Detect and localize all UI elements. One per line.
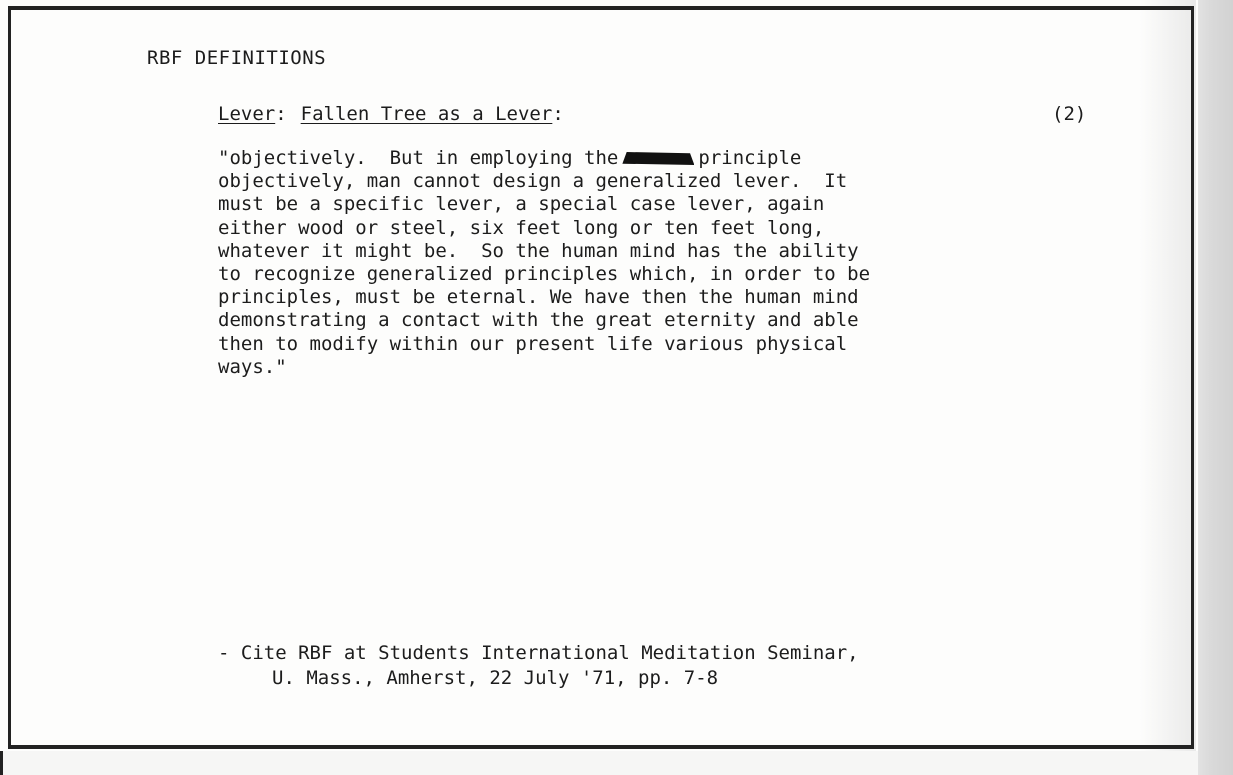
quote-line: then to modify within our present life various physical — [218, 332, 848, 355]
page-number: (2) — [1052, 103, 1087, 125]
quote-line: principles, must be eternal. We have then the human mind — [218, 286, 859, 309]
quote-line-end: principle — [698, 147, 802, 169]
citation-block — [218, 641, 859, 691]
entry-subtitle-colon: : — [552, 103, 564, 125]
citation-line-1: - Cite RBF at Students International Meditation Seminar, — [218, 642, 859, 664]
quote-line: ways." — [218, 355, 287, 378]
entry-title-line — [218, 103, 564, 125]
next-card-edge — [0, 751, 1200, 775]
document-header: RBF DEFINITIONS — [147, 47, 327, 69]
quote-block — [218, 147, 1038, 379]
entry-term-colon: : — [275, 103, 287, 125]
quote-line: whatever it might be. So the human mind has the ability — [218, 239, 859, 262]
quote-line — [218, 147, 1038, 170]
entry-term: Lever — [218, 103, 276, 125]
quote-line-start: "objectively. But in employing the — [218, 147, 619, 169]
citation-line-2: U. Mass., Amherst, 22 July '71, pp. 7-8 — [272, 667, 719, 689]
quote-line: must be a specific lever, a special case lever, again — [218, 193, 825, 216]
quote-line: to recognize generalized principles which, in order to be — [218, 263, 871, 286]
scan-margin-shadow — [1198, 0, 1233, 775]
quote-line: either wood or steel, six feet long or ten feet long, — [218, 216, 825, 239]
redaction-mark — [622, 152, 694, 165]
quote-line: objectively, man cannot design a generalized lever. It — [218, 170, 848, 193]
entry-subtitle: Fallen Tree as a Lever — [300, 103, 553, 125]
quote-line: demonstrating a contact with the great eternity and able — [218, 309, 859, 332]
